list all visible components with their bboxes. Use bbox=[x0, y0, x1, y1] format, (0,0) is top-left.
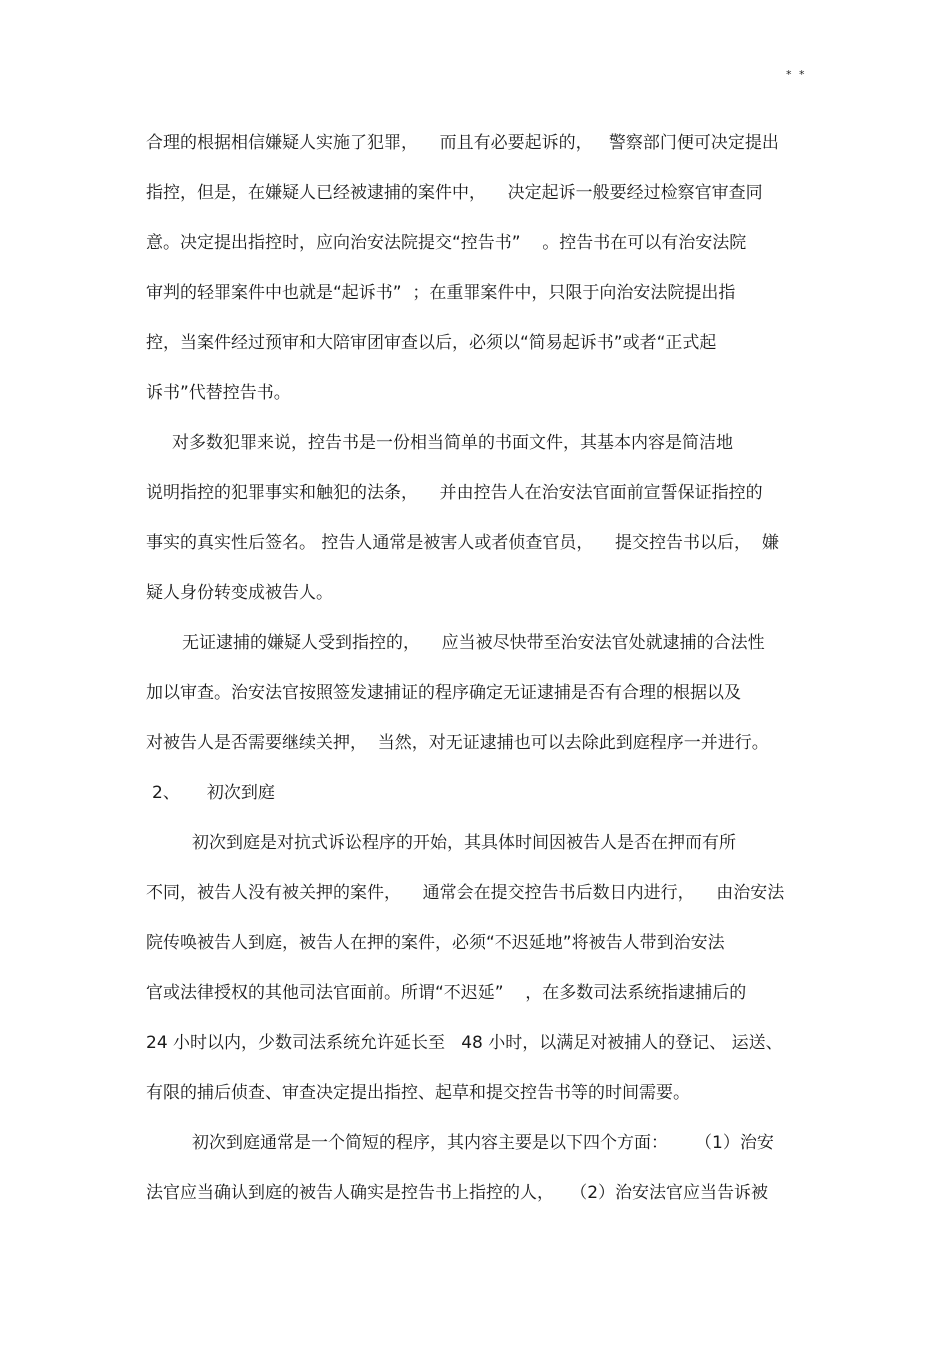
text-line: 院传唤被告人到庭，被告人在押的案件，必须“不迟延地”将被告人带到治安法 bbox=[146, 933, 725, 953]
text-line: 意。决定提出指控时，应向治安法院提交“控告书” 。控告书在可以有治安法院 bbox=[146, 233, 747, 253]
text-line: 24 小时以内，少数司法系统允许延长至 48 小时，以满足对被捕人的登记、 运送、 bbox=[146, 1033, 783, 1053]
text-line: 不同，被告人没有被关押的案件， 通常会在提交控告书后数日内进行， 由治安法 bbox=[146, 883, 785, 903]
text-line: 法官应当确认到庭的被告人确实是控告书上指控的人， （2）治安法官应当告诉被 bbox=[146, 1183, 769, 1203]
text-line: 初次到庭是对抗式诉讼程序的开始，其具体时间因被告人是否在押而有所 bbox=[192, 833, 736, 853]
text-line: 疑人身份转变成被告人。 bbox=[146, 583, 333, 603]
section-heading: 2、 初次到庭 bbox=[152, 783, 275, 803]
page-marker: * * bbox=[786, 68, 807, 81]
text-line: 对多数犯罪来说，控告书是一份相当简单的书面文件，其基本内容是简洁地 bbox=[172, 433, 733, 453]
text-line: 说明指控的犯罪事实和触犯的法条， 并由控告人在治安法官面前宣誓保证指控的 bbox=[146, 483, 763, 503]
text-line: 官或法律授权的其他司法官面前。所谓“不迟延” ，在多数司法系统指逮捕后的 bbox=[146, 983, 747, 1003]
text-line: 审判的轻罪案件中也就是“起诉书” ；在重罪案件中，只限于向治安法院提出指 bbox=[146, 283, 736, 303]
text-line: 加以审查。治安法官按照签发逮捕证的程序确定无证逮捕是否有合理的根据以及 bbox=[146, 683, 741, 703]
text-line: 诉书”代替控告书。 bbox=[146, 383, 291, 403]
text-line: 对被告人是否需要继续关押， 当然，对无证逮捕也可以去除此到庭程序一并进行。 bbox=[146, 733, 769, 753]
text-line: 初次到庭通常是一个简短的程序，其内容主要是以下四个方面： （1）治安 bbox=[192, 1133, 774, 1153]
text-line: 事实的真实性后签名。 控告人通常是被害人或者侦查官员， 提交控告书以后， 嫌 bbox=[146, 533, 779, 553]
text-line: 控，当案件经过预审和大陪审团审查以后，必须以“简易起诉书”或者“正式起 bbox=[146, 333, 717, 353]
text-line: 指控，但是，在嫌疑人已经被逮捕的案件中， 决定起诉一般要经过检察官审查同 bbox=[146, 183, 763, 203]
text-line: 无证逮捕的嫌疑人受到指控的， 应当被尽快带至治安法官处就逮捕的合法性 bbox=[182, 633, 765, 653]
text-line: 有限的捕后侦查、审查决定提出指控、起草和提交控告书等的时间需要。 bbox=[146, 1083, 690, 1103]
text-line: 合理的根据相信嫌疑人实施了犯罪， 而且有必要起诉的， 警察部门便可决定提出 bbox=[146, 133, 779, 153]
